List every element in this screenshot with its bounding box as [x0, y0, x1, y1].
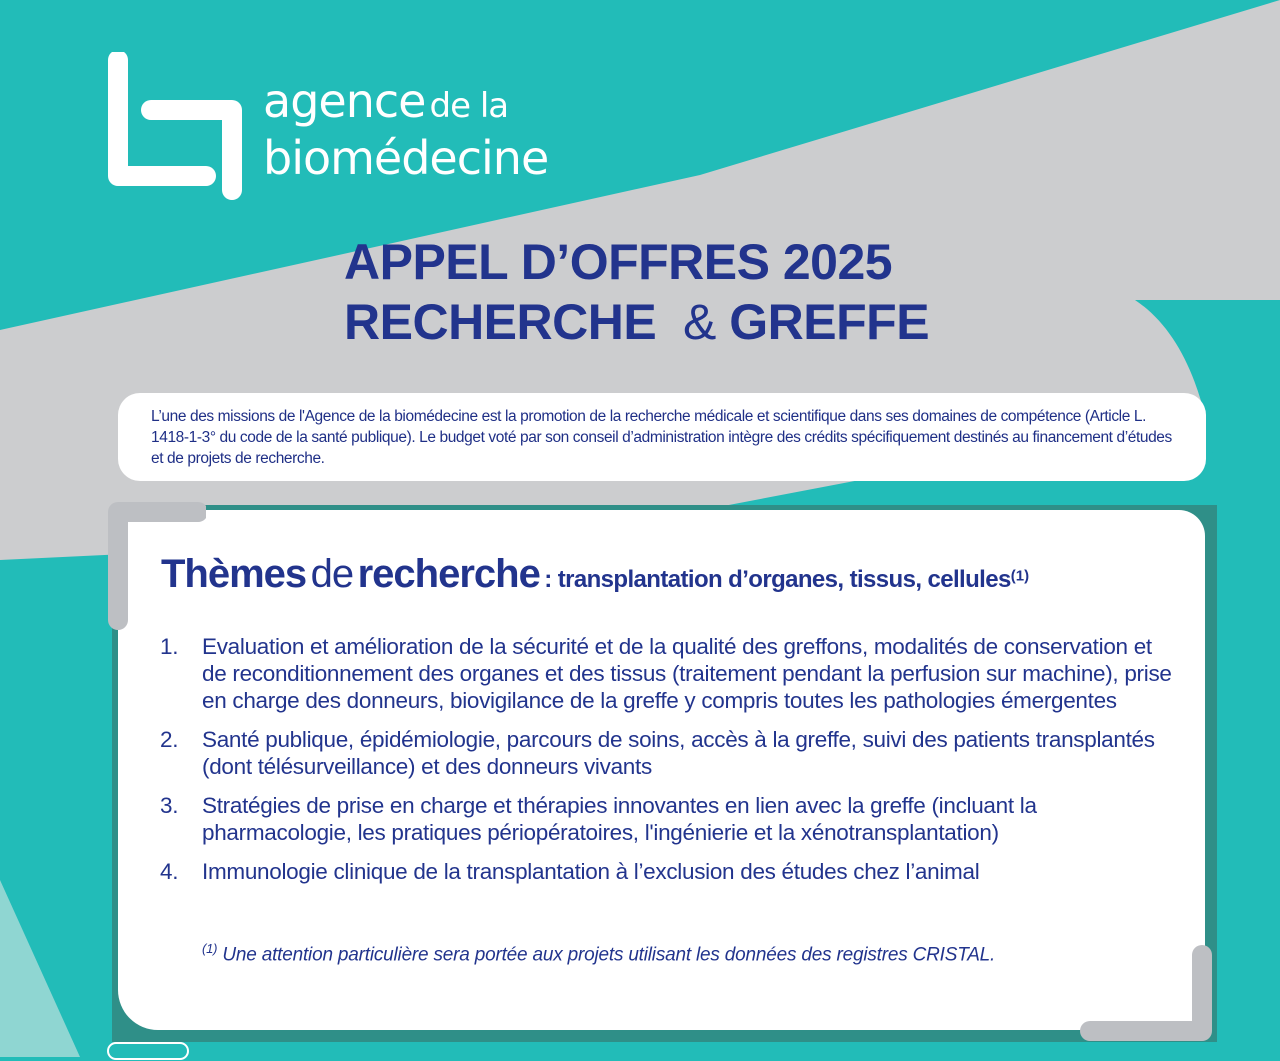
- list-item-number: 4.: [160, 859, 179, 884]
- list-item-text: Immunologie clinique de la transplantation à l’exclusion des études chez l’animal: [202, 859, 980, 884]
- intro-box: [118, 393, 1206, 481]
- list-item-number: 1.: [160, 634, 179, 659]
- footnote: [202, 941, 995, 966]
- agency-logo: [106, 52, 586, 202]
- list-item-text: Evaluation et amélioration de la sécurité et de la qualité des greffons, modalités de conservation et de reconditionnement des organes et des tissus (traitement pendant la perfusion sur machine), prise en charge des donneurs, biovigilance de la greffe y compris toutes les pathologies émergentes: [202, 634, 1172, 713]
- list-item-text: Santé publique, épidémiologie, parcours de soins, accès à la greffe, suivi des patients transplantés (dont télésurveillance) et des donneurs vivants: [202, 727, 1155, 779]
- footnote-marker: (1): [202, 941, 218, 956]
- heading-de: de: [310, 552, 354, 596]
- title-greffe: GREFFE: [729, 294, 930, 350]
- themes-heading: [161, 552, 1029, 597]
- list-item-number: 2.: [160, 727, 179, 752]
- logo-word-de-la: de la: [429, 86, 509, 126]
- logo-mark-icon: [106, 52, 251, 202]
- list-item-text: Stratégies de prise en charge et thérapies innovantes en lien avec la greffe (incluant la pharmacologie, les pratiques périopératoires, l'ingénierie et la xénotransplantation): [202, 793, 1037, 845]
- intro-text: L’une des missions de l'Agence de la biomédecine est la promotion de la recherche médicale et scientifique dans ses domaines de compétence (Article L. 1418-1-3° du code de la santé publique). Le budget voté par son conseil d’administration intègre des crédits spécifiquement destinés au financement d’études et de projets de recherche.: [151, 408, 1172, 467]
- logo-word-biomedecine: biomédecine: [263, 131, 549, 185]
- heading-recherche: recherche: [357, 552, 540, 596]
- research-topics-list: [160, 633, 1180, 897]
- footnote-text: Une attention particulière sera portée aux projets utilisant les données des registres CRISTAL.: [222, 944, 996, 966]
- title-recherche: RECHERCHE: [344, 294, 657, 350]
- list-item: [160, 726, 1180, 780]
- corner-bracket-bottom-left: [106, 1041, 190, 1061]
- page-title: [344, 232, 1044, 352]
- heading-footnote-marker: (1): [1010, 567, 1030, 585]
- title-line-1: APPEL D’OFFRES 2025: [344, 234, 893, 290]
- title-line-2: [344, 292, 1044, 352]
- corner-bracket-bottom-right: [1078, 945, 1214, 1045]
- title-ampersand: &: [683, 294, 716, 350]
- list-item-number: 3.: [160, 793, 179, 818]
- list-item: [160, 792, 1180, 846]
- logo-word-agence: agence: [263, 74, 426, 128]
- heading-subtitle: : transplantation d’organes, tissus, cellules: [544, 566, 1011, 593]
- logo-wordmark: [263, 74, 549, 185]
- list-item: [160, 633, 1180, 714]
- heading-themes: Thèmes: [161, 552, 307, 596]
- list-item: [160, 858, 1180, 885]
